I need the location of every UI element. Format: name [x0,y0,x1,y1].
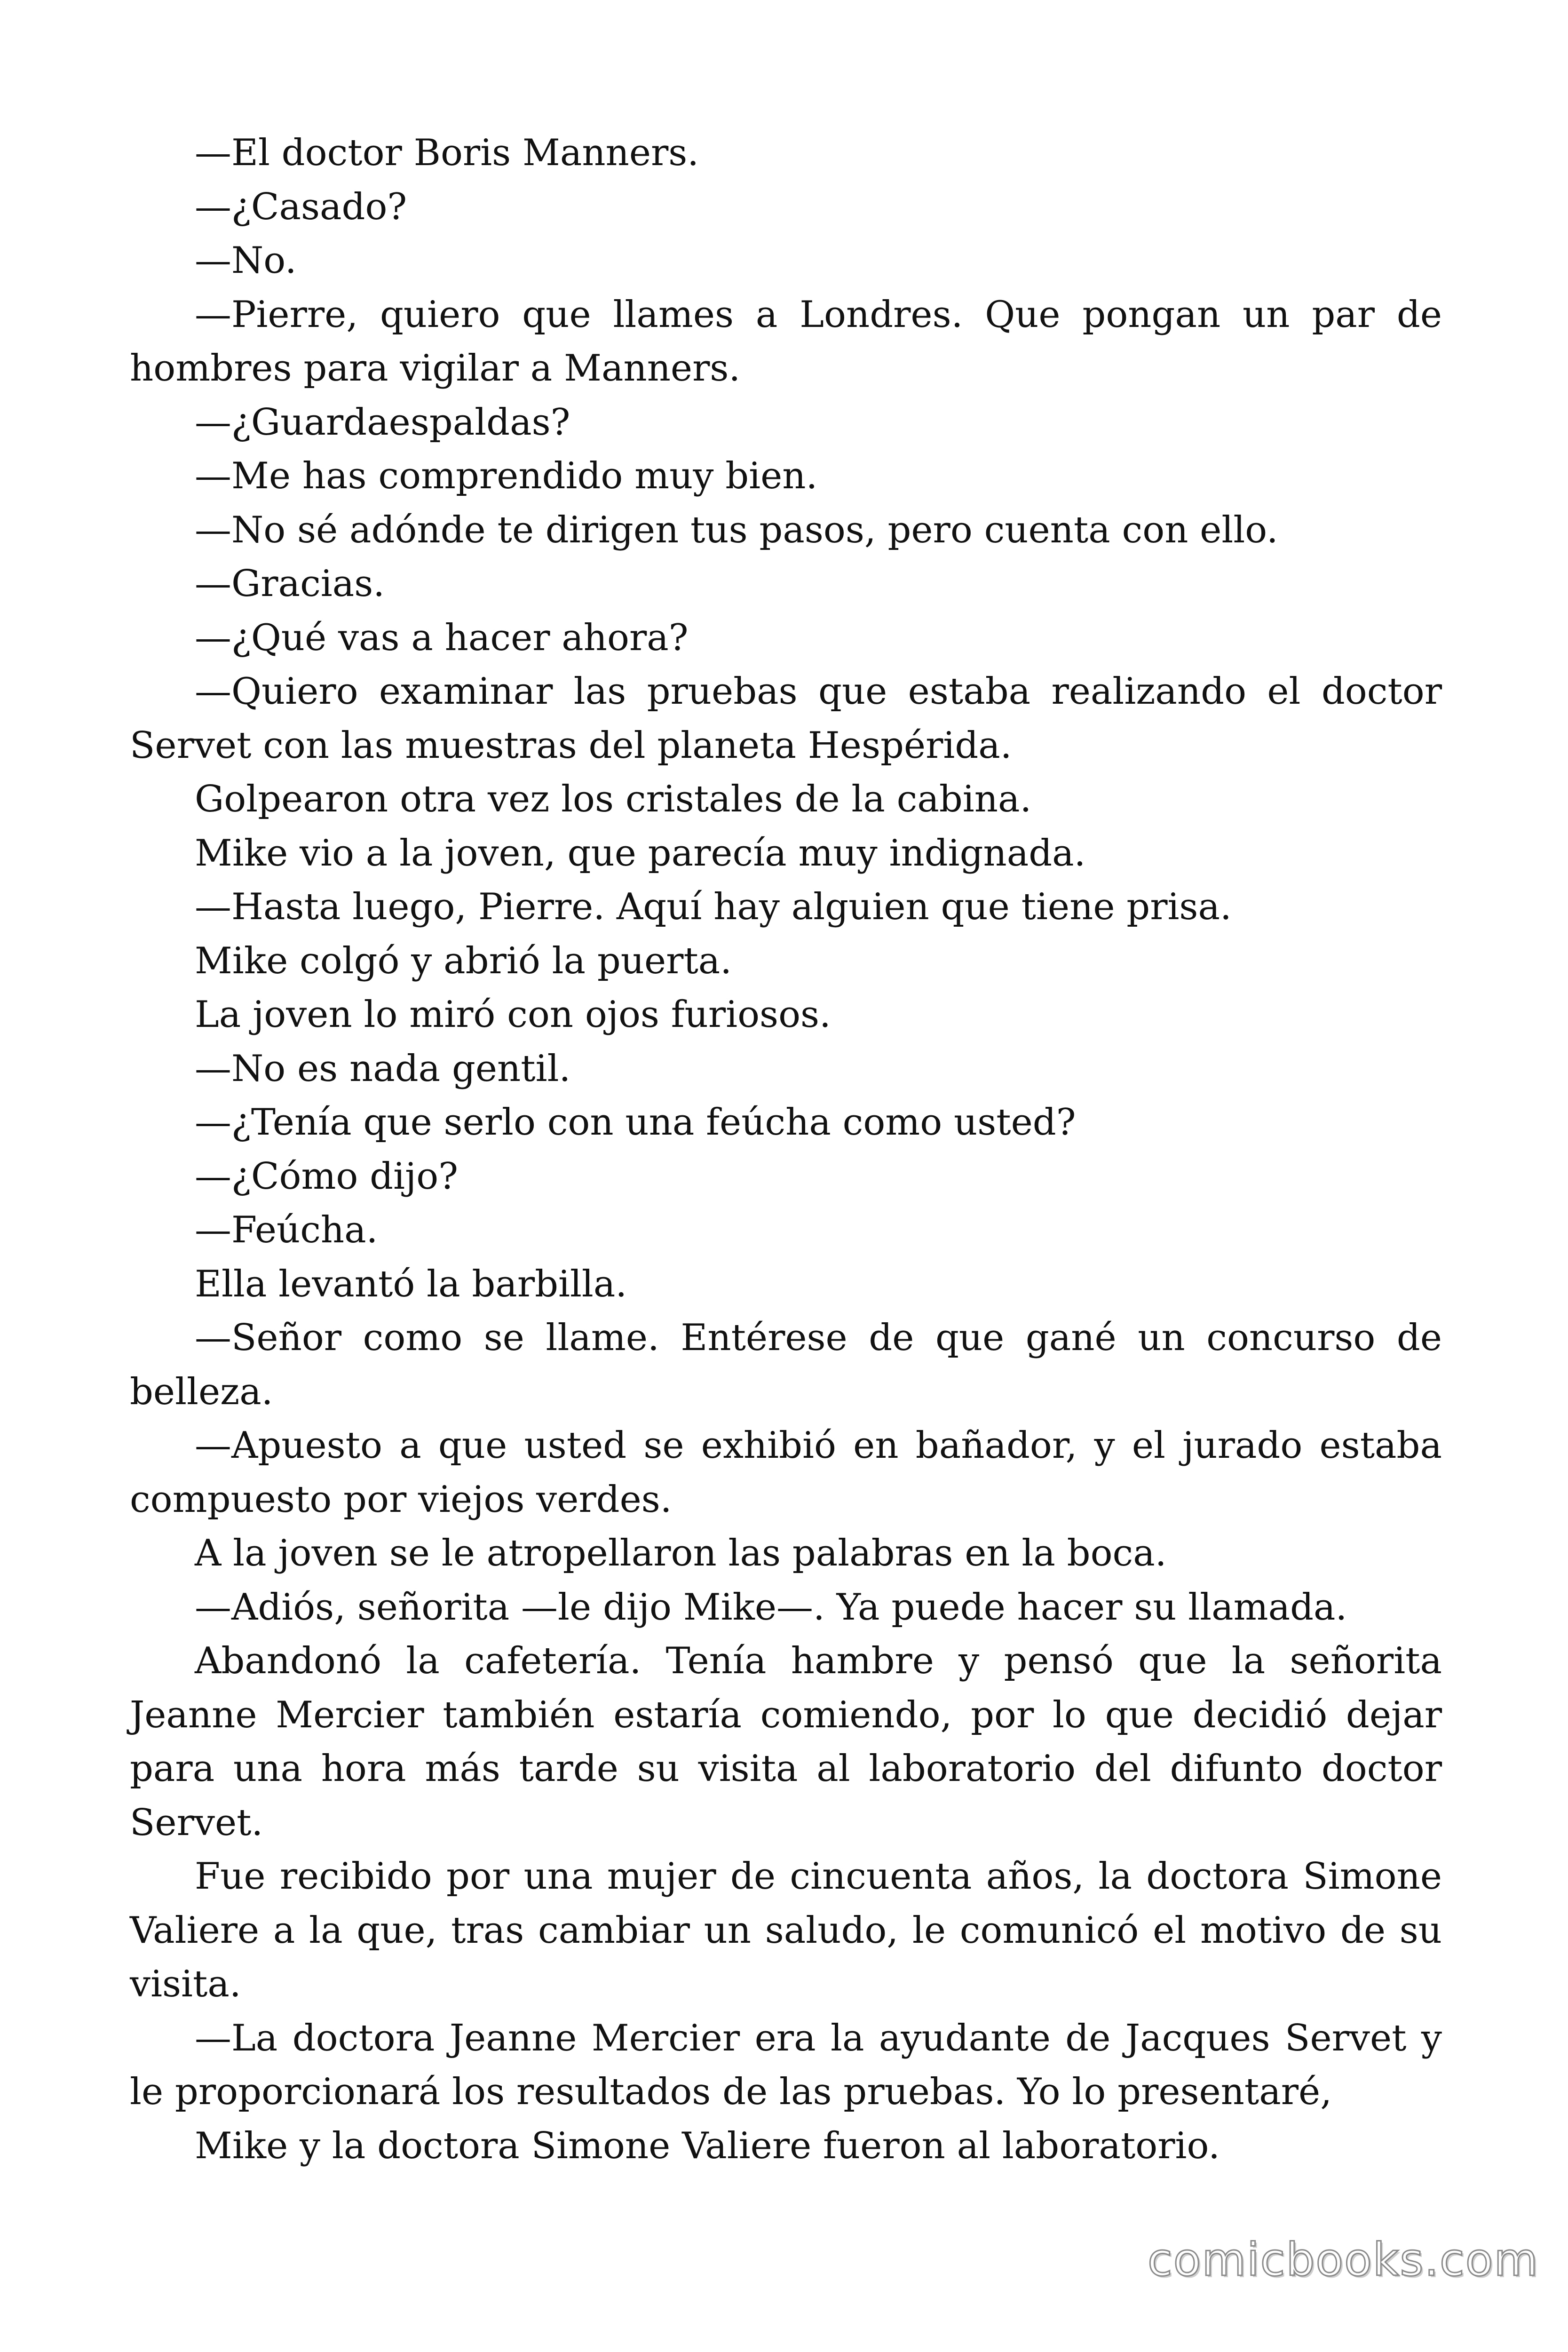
paragraph: Mike vio a la joven, que parecía muy indignada. [195,832,1086,874]
paragraph: —Adiós, señorita —le dijo Mike—. Ya puede hacer su llamada. [195,1586,1347,1629]
paragraph: —Hasta luego, Pierre. Aquí hay alguien que tiene prisa. [195,886,1232,928]
paragraph: —No es nada gentil. [195,1047,571,1090]
paragraph: La joven lo miró con ojos furiosos. [195,993,831,1036]
watermark: comicbooks.com [1147,2233,1539,2286]
paragraph: —Gracias. [195,563,385,605]
paragraph: —Quiero examinar las pruebas que estaba realizando el doctor Servet con las muestras del planeta Hespérida. [130,670,1442,767]
paragraph: —¿Casado? [195,185,407,228]
paragraph: Golpearon otra vez los cristales de la cabina. [195,778,1032,820]
paragraph: A la joven se le atropellaron las palabras en la boca. [195,1532,1167,1574]
paragraph: —Señor como se llame. Entérese de que gané un concurso de belleza. [130,1317,1442,1413]
paragraph: —¿Cómo dijo? [195,1155,459,1198]
page-text [130,126,1442,2173]
paragraph: Mike y la doctora Simone Valiere fueron al laboratorio. [195,2124,1220,2167]
paragraph: —El doctor Boris Manners. [195,132,699,174]
paragraph: Abandonó la cafetería. Tenía hambre y pensó que la señorita Jeanne Mercier también estaría comiendo, por lo que decidió dejar para una hora más tarde su visita al laboratorio del difunto doctor Servet. [130,1640,1442,1844]
paragraph: Fue recibido por una mujer de cincuenta años, la doctora Simone Valiere a la que, tras cambiar un saludo, le comunicó el motivo de su visita. [130,1855,1442,2005]
paragraph: —Apuesto a que usted se exhibió en bañador, y el jurado estaba compuesto por viejos verdes. [130,1424,1442,1521]
paragraph: —¿Guardaespaldas? [195,401,570,444]
paragraph: —Feúcha. [195,1209,378,1251]
paragraph: —No. [195,239,297,282]
paragraph: —¿Qué vas a hacer ahora? [195,616,689,659]
paragraph: —No sé adónde te dirigen tus pasos, pero cuenta con ello. [195,509,1278,551]
paragraph: Mike colgó y abrió la puerta. [195,939,732,982]
paragraph: —Pierre, quiero que llames a Londres. Que pongan un par de hombres para vigilar a Manners. [130,293,1442,389]
paragraph: —¿Tenía que serlo con una feúcha como usted? [195,1101,1076,1144]
paragraph: —La doctora Jeanne Mercier era la ayudante de Jacques Servet y le proporcionará los resultados de las pruebas. Yo lo presentaré, [130,2017,1442,2113]
paragraph: —Me has comprendido muy bien. [195,455,818,497]
paragraph: Ella levantó la barbilla. [195,1263,627,1305]
